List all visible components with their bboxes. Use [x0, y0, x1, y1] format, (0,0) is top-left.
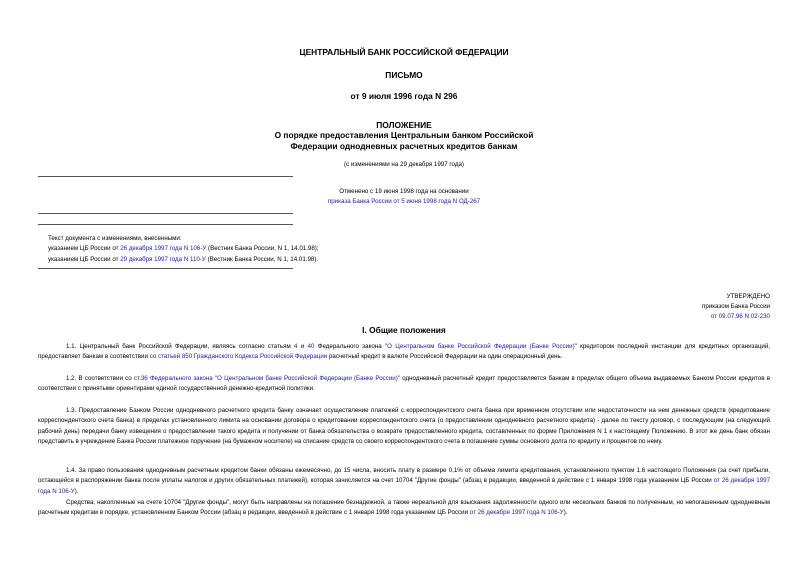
paragraph-1-1: 1.1. Центральный банк Российской Федерации, являясь согласно статьям 4 и 40 Федерального закона "О Центральном банке Российской Федерации (Банке России)" кредитором последней инстанции для кредитных организаций, предоставляет банкам в соответствии со статьей 850 Гражданского Кодекса Российской Федерации расчетный кредит в валюте Российской Федерации на один операционный день. — [38, 343, 771, 361]
section-title: I. Общие положения — [362, 325, 446, 335]
amendment-106-link[interactable]: от 26 декабря 1997 года N 106-У — [38, 477, 771, 495]
article-36-link[interactable]: ст.36 Федерального закона "О Центральном банке Российской Федерации (Банке России)" — [133, 375, 401, 382]
amendment-1-link[interactable]: 26 декабря 1997 года N 106-У — [120, 245, 207, 253]
approved-block — [702, 292, 770, 322]
amendments-intro: Текст документа с изменениями, внесенными: — [48, 235, 182, 242]
cb-law-link[interactable]: О Центральном банке Российской Федерации (Банке России) — [387, 343, 575, 350]
cancel-link[interactable]: приказа Банка России от 5 июня 1998 года N ОД-267 — [327, 198, 481, 205]
changes-note: (с изменениями на 29 декабря 1997 года) — [344, 161, 464, 168]
approved-title: УТВЕРЖДЕНО — [726, 293, 770, 300]
amendment-1: указанием ЦБ России от 26 декабря 1997 года N 106-У (Вестник Банка России, N 1, 14.01.98); — [48, 245, 319, 253]
divider — [38, 213, 293, 214]
paragraph-1-4: 1.4. За право пользования однодневным расчетным кредитом банки обязаны ежемесячно, до 15 числа, вносить плату в размере 0,1% от объема лимита кредитования, установленного пунктом 1.6 настоящего Положения (за счет прибыли, остающейся в распоряжении банка после уплаты налогов и других обязательных платежей), которая зачисляется на счет 10704 "Другие фонды" (абзац в редакции, введенной в действие с 1 января 1998 года указанием ЦБ России от 26 декабря 1997 года N 106-У). — [38, 467, 771, 495]
doc-title: ПОЛОЖЕНИЕ — [376, 120, 432, 130]
paragraph-1-4-funds: Средства, накопленные на счете 10704 "Другие фонды", могут быть направлены на погашение безнадежной, а также нереальной для взыскания задолженности одного или нескольких банков по полученным, но непогашенным однодневным расчетным кредитам в порядке, установленном Банком России (абзац в редакции, введенной в действие с 1 января 1998 года указанием ЦБ России от 26 декабря 1997 года N 106-У). — [38, 499, 770, 517]
cancel-text: Отменено с 19 июня 1998 года на основании — [339, 188, 469, 195]
doc-subtitle-2: Федерации однодневных расчетных кредитов банкам — [290, 141, 518, 151]
doc-type: ПИСЬМО — [385, 70, 423, 80]
doc-subtitle-1: О порядке предоставления Центральным банком Российской — [274, 130, 534, 140]
divider — [38, 176, 293, 177]
amendment-106-link-2[interactable]: от 26 декабря 1997 года N 106-У — [469, 509, 564, 517]
amendments-block — [48, 234, 378, 265]
article-4-link[interactable]: 4 — [294, 343, 298, 350]
divider — [38, 224, 293, 225]
paragraph-1-3: 1.3. Предоставление Банком России однодневного расчетного кредита банку означает осуществление платежей с корреспондентского счета банка при временном отсутствии или недостаточности на нем денежных средств (кредитование корреспондентского счета банка) в пределах установленного лимита на основании договора о кредитовании корреспондентского счета (о предоставлении однодневного расчетного кредита) - далее по тексту договор, с последующим (на следующий рабочий день) передачи банку извещения о предоставлении такого кредита и получении от банка обязательства о возврате предоставленного кредита, составленных по форме Приложения N 1 к настоящему Положению. В этот же день банк обязан представить в учреждение Банка России платежное поручение (на бумажном носителе) на списание средств со своего корреспондентского счета в погашение суммы основного долга по кредиту и процентов по нему. — [38, 407, 770, 445]
doc-date: от 9 июля 1996 года N 296 — [350, 91, 458, 101]
approved-by: приказом Банка России — [702, 303, 770, 310]
amendment-2-link[interactable]: 29 декабря 1997 года N 110-У — [120, 255, 206, 263]
article-40-link[interactable]: 40 — [307, 343, 315, 350]
bank-name: ЦЕНТРАЛЬНЫЙ БАНК РОССИЙСКОЙ ФЕДЕРАЦИИ — [299, 47, 509, 57]
civil-code-link[interactable]: со статьей 850 Гражданского Кодекса Российской Федерации — [149, 353, 328, 361]
divider — [38, 268, 293, 269]
cancel-line — [38, 197, 770, 206]
paragraph-1-2: 1.2. В соответствии со ст.36 Федерального закона "О Центральном банке Российской Федерации (Банке России)" однодневный расчетный кредит предоставляется банкам в пределах общего объема выдаваемых Банком России кредитов в соответствии с принятыми ориентирами единой государственной денежно-кредитной политики. — [38, 375, 770, 393]
approved-order-link[interactable]: от 09.07.96 N 02-230 — [710, 313, 770, 320]
amendment-2: указанием ЦБ России от 29 декабря 1997 года N 110-У (Вестник Банка России, N 1, 14.01.98). — [48, 255, 319, 263]
